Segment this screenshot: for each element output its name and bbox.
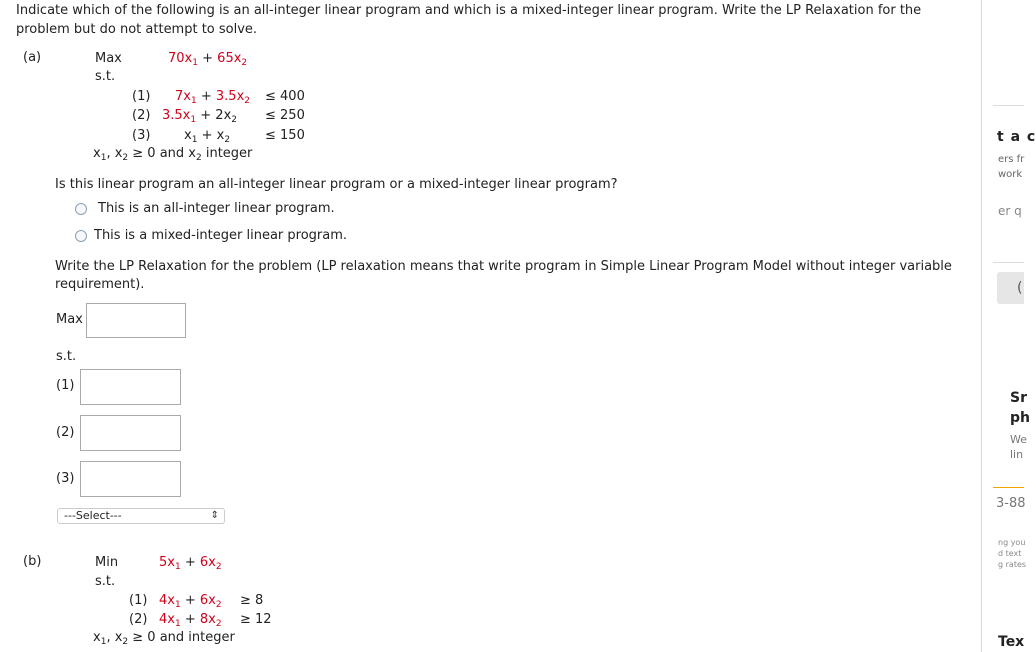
part-b-constraint-1-lhs: $4x_1 + 6x_2$ <box>159 593 222 610</box>
part-a-constraint-2-rhs: ≤ 250 <box>265 108 305 123</box>
relax-constraint-3-label: (3) <box>56 471 75 486</box>
relax-type-select-value: ---Select--- <box>64 509 122 522</box>
part-b-label: (b) <box>23 554 42 569</box>
part-b-objective: $5x_1 + 6x_2$ <box>159 555 222 572</box>
relax-constraint-1-input[interactable] <box>80 369 181 405</box>
relax-st-label: s.t. <box>56 349 77 364</box>
sidebar-card-title-1: Sr <box>1010 390 1027 406</box>
part-a-constraint-1-lhs: $7x_1 + 3.5x_2$ <box>175 89 250 106</box>
sidebar-card-title-2: ph <box>1010 410 1030 426</box>
radio-all-integer[interactable] <box>75 203 87 215</box>
relaxation-prompt: Write the LP Relaxation for the problem (LP relaxation means that write program in Simple Linear Program Model without integer variable requirement). <box>55 259 952 292</box>
sidebar-button[interactable]: ( <box>997 272 1024 304</box>
relax-constraint-3-input[interactable] <box>80 461 181 497</box>
part-a-constraint-3-lhs: $x_1 + x_2$ <box>184 128 231 145</box>
part-b-constraint-1-rhs: ≥ 8 <box>240 593 264 608</box>
sidebar-rule <box>993 105 1024 106</box>
part-a-max-label: Max <box>95 51 122 66</box>
sidebar-bottom-title: Tex <box>998 634 1025 650</box>
relax-constraint-2-input[interactable] <box>80 415 181 451</box>
part-b-constraint-1-num: (1) <box>129 593 148 608</box>
sidebar-small-3: g rates <box>998 560 1027 569</box>
sidebar-divider <box>981 0 982 652</box>
part-a-constraint-1-num: (1) <box>132 89 151 104</box>
sidebar-text-1: ers fr <box>998 154 1025 165</box>
part-a-constraint-1-rhs: ≤ 400 <box>265 89 305 104</box>
classification-prompt: Is this linear program an all-integer linear program or a mixed-integer linear program? <box>55 177 618 192</box>
part-a-constraint-2-lhs: $3.5x_1 + 2x_2$ <box>162 108 237 125</box>
sidebar-card-text-1: We <box>1010 433 1027 446</box>
part-a-constraint-3-num: (3) <box>132 128 151 143</box>
sidebar-accent-rule <box>993 487 1024 488</box>
sidebar-rule <box>993 262 1024 263</box>
part-b-constraint-2-lhs: $4x_1 + 8x_2$ <box>159 612 222 629</box>
radio-mixed-integer[interactable] <box>75 230 87 242</box>
relax-type-select[interactable] <box>57 508 225 524</box>
select-chevron-icon: ⇕ <box>210 510 219 521</box>
part-a-constraint-2-num: (2) <box>132 108 151 123</box>
part-b-min-label: Min <box>95 555 119 570</box>
relax-constraint-2-label: (2) <box>56 425 75 440</box>
part-a-constraint-3-rhs: ≤ 150 <box>265 128 305 143</box>
part-a-label: (a) <box>23 50 42 65</box>
part-b-st-label: s.t. <box>95 574 116 589</box>
sidebar-card-text-2: lin <box>1010 448 1024 461</box>
sidebar-text-2: work <box>998 169 1023 180</box>
sidebar-number: 3-88 <box>996 496 1026 511</box>
sidebar-small-1: ng you <box>998 538 1026 547</box>
part-b-nonnegativity: $x_1$, $x_2 \ge 0$ and integer <box>93 630 235 647</box>
radio-mixed-integer-label: This is a mixed-integer linear program. <box>94 228 348 243</box>
radio-all-integer-label: This is an all-integer linear program. <box>98 201 335 216</box>
sidebar-small-2: d text <box>998 549 1022 558</box>
part-a-st-label: s.t. <box>95 69 116 84</box>
part-b-constraint-2-rhs: ≥ 12 <box>240 612 272 627</box>
relax-max-label: Max <box>56 312 83 327</box>
part-a-nonnegativity: $x_1$, $x_2 \ge 0$ and $x_2$ integer <box>93 146 253 163</box>
part-a-objective: $70x_1 + 65x_2$ <box>168 51 248 68</box>
part-b-constraint-2-num: (2) <box>129 612 148 627</box>
sidebar-text-3[interactable]: er q <box>998 204 1022 218</box>
question-intro: Indicate which of the following is an all-integer linear program and which is a mixed-integer linear program. Write the LP Relaxation for the problem but do not attempt to solve. <box>16 3 922 37</box>
sidebar-heading: t a c <box>997 129 1036 145</box>
relax-constraint-1-label: (1) <box>56 378 75 393</box>
relax-objective-input[interactable] <box>86 303 186 338</box>
